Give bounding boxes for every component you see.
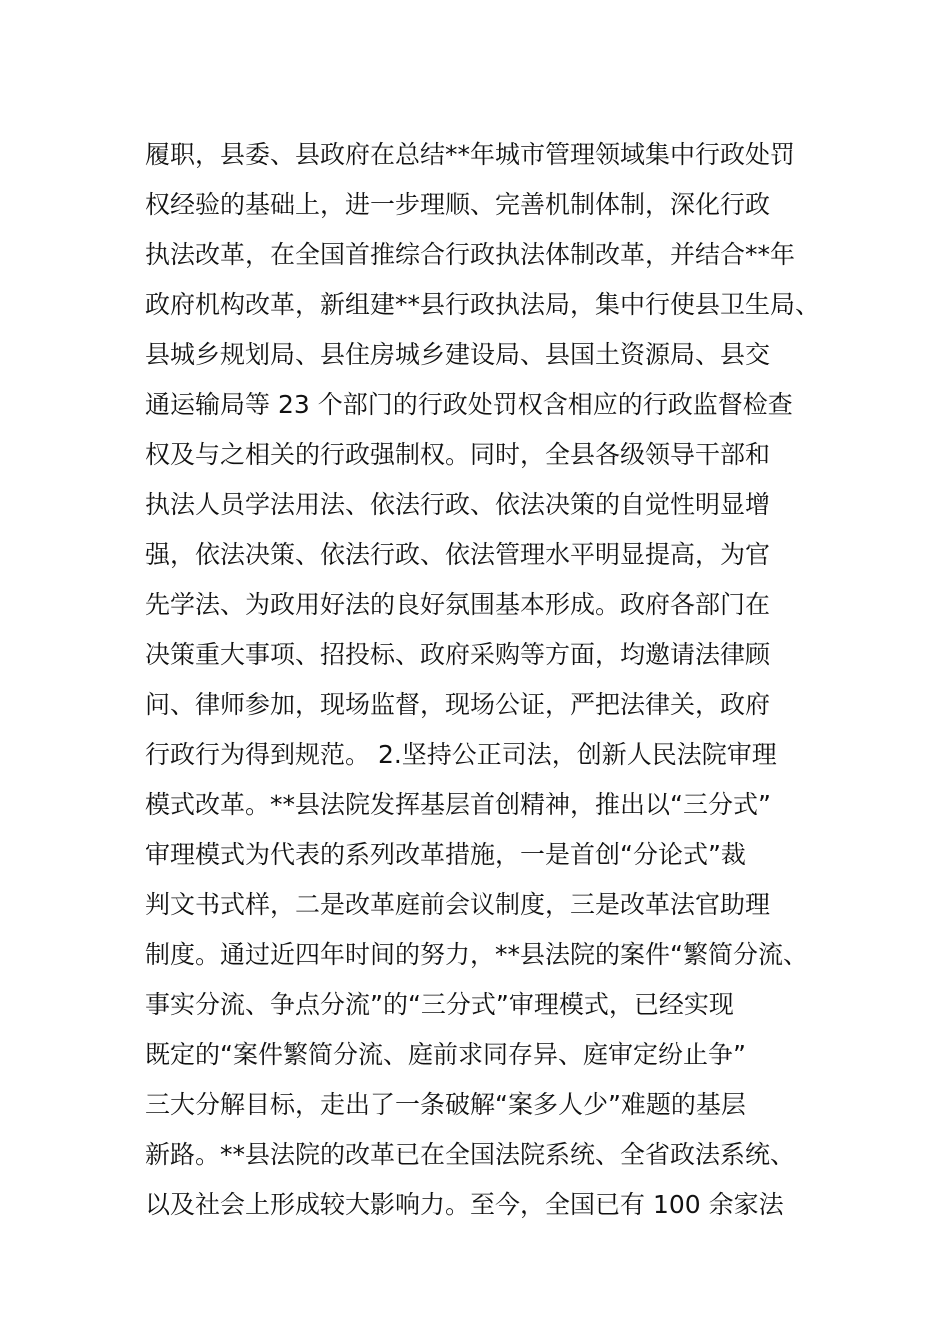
text-line-16: 判文书式样，二是改革庭前会议制度，三是改革法官助理 <box>145 890 771 919</box>
text-line-11: 决策重大事项、招投标、政府采购等方面，均邀请法律顾 <box>145 640 771 669</box>
text-line-9: 强，依法决策、依法行政、依法管理水平明显提高，为官 <box>145 540 771 569</box>
text-line-1: 履职，县委、县政府在总结**年城市管理领域集中行政处罚 <box>145 140 796 169</box>
text-line-8: 执法人员学法用法、依法行政、依法决策的自觉性明显增 <box>145 490 771 519</box>
text-line-19: 既定的“案件繁简分流、庭前求同存异、庭审定纷止争” <box>145 1040 746 1069</box>
text-line-14: 模式改革。**县法院发挥基层首创精神，推出以“三分式” <box>145 790 771 819</box>
body-text <box>145 130 845 1230</box>
text-line-5: 县城乡规划局、县住房城乡建设局、县国土资源局、县交 <box>145 340 771 369</box>
text-line-6: 通运输局等 23 个部门的行政处罚权含相应的行政监督检查 <box>145 390 793 419</box>
text-line-4: 政府机构改革，新组建**县行政执法局，集中行使县卫生局、 <box>145 290 821 319</box>
text-line-17: 制度。通过近四年时间的努力，**县法院的案件“繁简分流、 <box>145 940 808 969</box>
text-line-3: 执法改革，在全国首推综合行政执法体制改革，并结合**年 <box>145 240 796 269</box>
text-line-10: 先学法、为政用好法的良好氛围基本形成。政府各部门在 <box>145 590 771 619</box>
text-line-22: 以及社会上形成较大影响力。至今，全国已有 100 余家法 <box>145 1190 784 1219</box>
text-line-18: 事实分流、争点分流”的“三分式”审理模式，已经实现 <box>145 990 734 1019</box>
text-line-12: 问、律师参加，现场监督，现场公证，严把法律关，政府 <box>145 690 771 719</box>
text-line-15: 审理模式为代表的系列改革措施，一是首创“分论式”裁 <box>145 840 746 869</box>
text-line-21: 新路。**县法院的改革已在全国法院系统、全省政法系统、 <box>145 1140 796 1169</box>
text-line-20: 三大分解目标，走出了一条破解“案多人少”难题的基层 <box>145 1090 746 1119</box>
text-line-2: 权经验的基础上，进一步理顺、完善机制体制，深化行政 <box>145 190 771 219</box>
text-line-7: 权及与之相关的行政强制权。同时，全县各级领导干部和 <box>145 440 771 469</box>
text-line-13: 行政行为得到规范。 2.坚持公正司法，创新人民法院审理 <box>145 740 777 769</box>
